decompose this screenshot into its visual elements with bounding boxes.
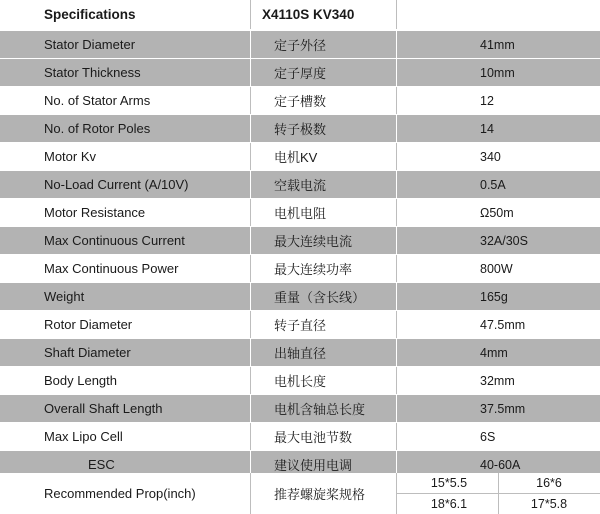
header-specifications: Specifications <box>44 7 136 22</box>
column-divider <box>250 283 251 310</box>
table-row <box>0 339 600 367</box>
prop-value: 17*5.8 <box>530 497 568 511</box>
row-label-zh: 最大电池节数 <box>274 430 353 445</box>
row-label-en: Rotor Diameter <box>44 317 133 332</box>
row-label-zh: 最大连续功率 <box>274 262 353 277</box>
row-label-zh: 建议使用电调 <box>274 458 353 473</box>
row-label-zh: 出轴直径 <box>274 346 327 361</box>
column-divider <box>250 339 251 366</box>
row-label-zh: 电机长度 <box>274 374 327 389</box>
row-value: 6S <box>480 429 496 444</box>
column-divider <box>250 311 251 338</box>
table-row <box>0 115 600 143</box>
table-row <box>0 87 600 115</box>
column-divider <box>250 87 251 114</box>
row-value: 32A/30S <box>480 233 528 248</box>
column-divider <box>396 59 397 86</box>
column-divider <box>250 423 251 450</box>
table-row <box>0 143 600 171</box>
table-row <box>0 395 600 423</box>
column-divider <box>250 59 251 86</box>
row-label-zh: 转子直径 <box>274 318 327 333</box>
column-divider <box>396 311 397 338</box>
table-row <box>0 255 600 283</box>
table-header <box>0 0 600 30</box>
row-label-en: No-Load Current (A/10V) <box>44 177 189 192</box>
row-label-zh: 定子外径 <box>274 38 327 53</box>
row-label-en: No. of Rotor Poles <box>44 121 151 136</box>
row-value: 40-60A <box>480 457 521 472</box>
row-label-zh: 电机KV <box>274 150 318 165</box>
column-divider <box>250 255 251 282</box>
table-row <box>0 311 600 339</box>
column-divider <box>396 171 397 198</box>
column-divider <box>396 31 397 58</box>
column-divider <box>396 423 397 450</box>
row-label-zh: 电机含轴总长度 <box>274 402 366 417</box>
column-divider <box>396 283 397 310</box>
column-divider <box>396 87 397 114</box>
row-label-en: No. of Stator Arms <box>44 93 151 108</box>
row-value: 37.5mm <box>480 401 526 416</box>
row-label-zh: 重量（含长线） <box>274 290 366 305</box>
column-divider <box>250 31 251 58</box>
row-value: 340 <box>480 149 501 164</box>
column-divider <box>396 367 397 394</box>
column-divider <box>250 473 251 514</box>
column-divider <box>250 143 251 170</box>
column-divider <box>250 171 251 198</box>
row-value: 4mm <box>480 345 508 360</box>
column-divider <box>250 115 251 142</box>
row-label-en: Weight <box>44 289 85 304</box>
table-row <box>0 199 600 227</box>
column-divider <box>396 227 397 254</box>
row-value: 12 <box>480 93 494 108</box>
row-value: 10mm <box>480 65 515 80</box>
row-label-en: Body Length <box>44 373 118 388</box>
table-row <box>0 59 600 87</box>
row-label-zh: 电机电阻 <box>274 206 327 221</box>
row-label-zh: 空载电流 <box>274 178 327 193</box>
row-value: 14 <box>480 121 494 136</box>
column-divider <box>396 255 397 282</box>
column-divider <box>250 199 251 226</box>
column-divider <box>396 143 397 170</box>
row-label-zh: 定子厚度 <box>274 66 327 81</box>
row-label-zh: 定子槽数 <box>274 94 327 109</box>
column-divider <box>250 367 251 394</box>
row-label-en: Motor Resistance <box>44 205 146 220</box>
row-label-en: Max Lipo Cell <box>44 429 123 444</box>
row-value: 0.5A <box>480 177 506 192</box>
prop-value: 15*5.5 <box>430 476 468 490</box>
column-divider <box>250 0 251 29</box>
column-divider <box>396 0 397 29</box>
table-row <box>0 283 600 311</box>
row-value: 41mm <box>480 37 515 52</box>
prop-value: 16*6 <box>536 476 562 490</box>
table-row <box>0 367 600 395</box>
row-label-en: Recommended Prop(inch) <box>44 486 196 501</box>
row-label-en: Max Continuous Power <box>44 261 179 276</box>
row-label-zh: 转子极数 <box>274 122 327 137</box>
table-row <box>0 31 600 59</box>
row-label-en: Overall Shaft Length <box>44 401 163 416</box>
column-divider <box>396 115 397 142</box>
row-label-en: Motor Kv <box>44 149 97 164</box>
row-label-en: ESC <box>88 457 115 472</box>
column-divider <box>250 227 251 254</box>
header-model: X4110S KV340 <box>262 7 355 22</box>
row-label-en: Max Continuous Current <box>44 233 185 248</box>
row-value: 165g <box>480 289 508 304</box>
prop-value: 18*6.1 <box>430 497 468 511</box>
row-label-zh: 推荐螺旋桨规格 <box>274 487 366 502</box>
row-value: 800W <box>480 261 513 276</box>
row-value: 32mm <box>480 373 515 388</box>
row-value: 47.5mm <box>480 317 526 332</box>
table-row <box>0 227 600 255</box>
table-row <box>0 423 600 451</box>
row-divider <box>396 493 600 494</box>
row-label-en: Stator Diameter <box>44 37 136 52</box>
table-row <box>0 171 600 199</box>
row-label-en: Stator Thickness <box>44 65 141 80</box>
column-divider <box>396 395 397 422</box>
row-label-zh: 最大连续电流 <box>274 234 353 249</box>
row-value: Ω50m <box>480 205 514 220</box>
table-row-recommended-prop <box>0 473 600 514</box>
column-divider <box>396 339 397 366</box>
row-label-en: Shaft Diameter <box>44 345 131 360</box>
column-divider <box>396 199 397 226</box>
column-divider <box>250 395 251 422</box>
